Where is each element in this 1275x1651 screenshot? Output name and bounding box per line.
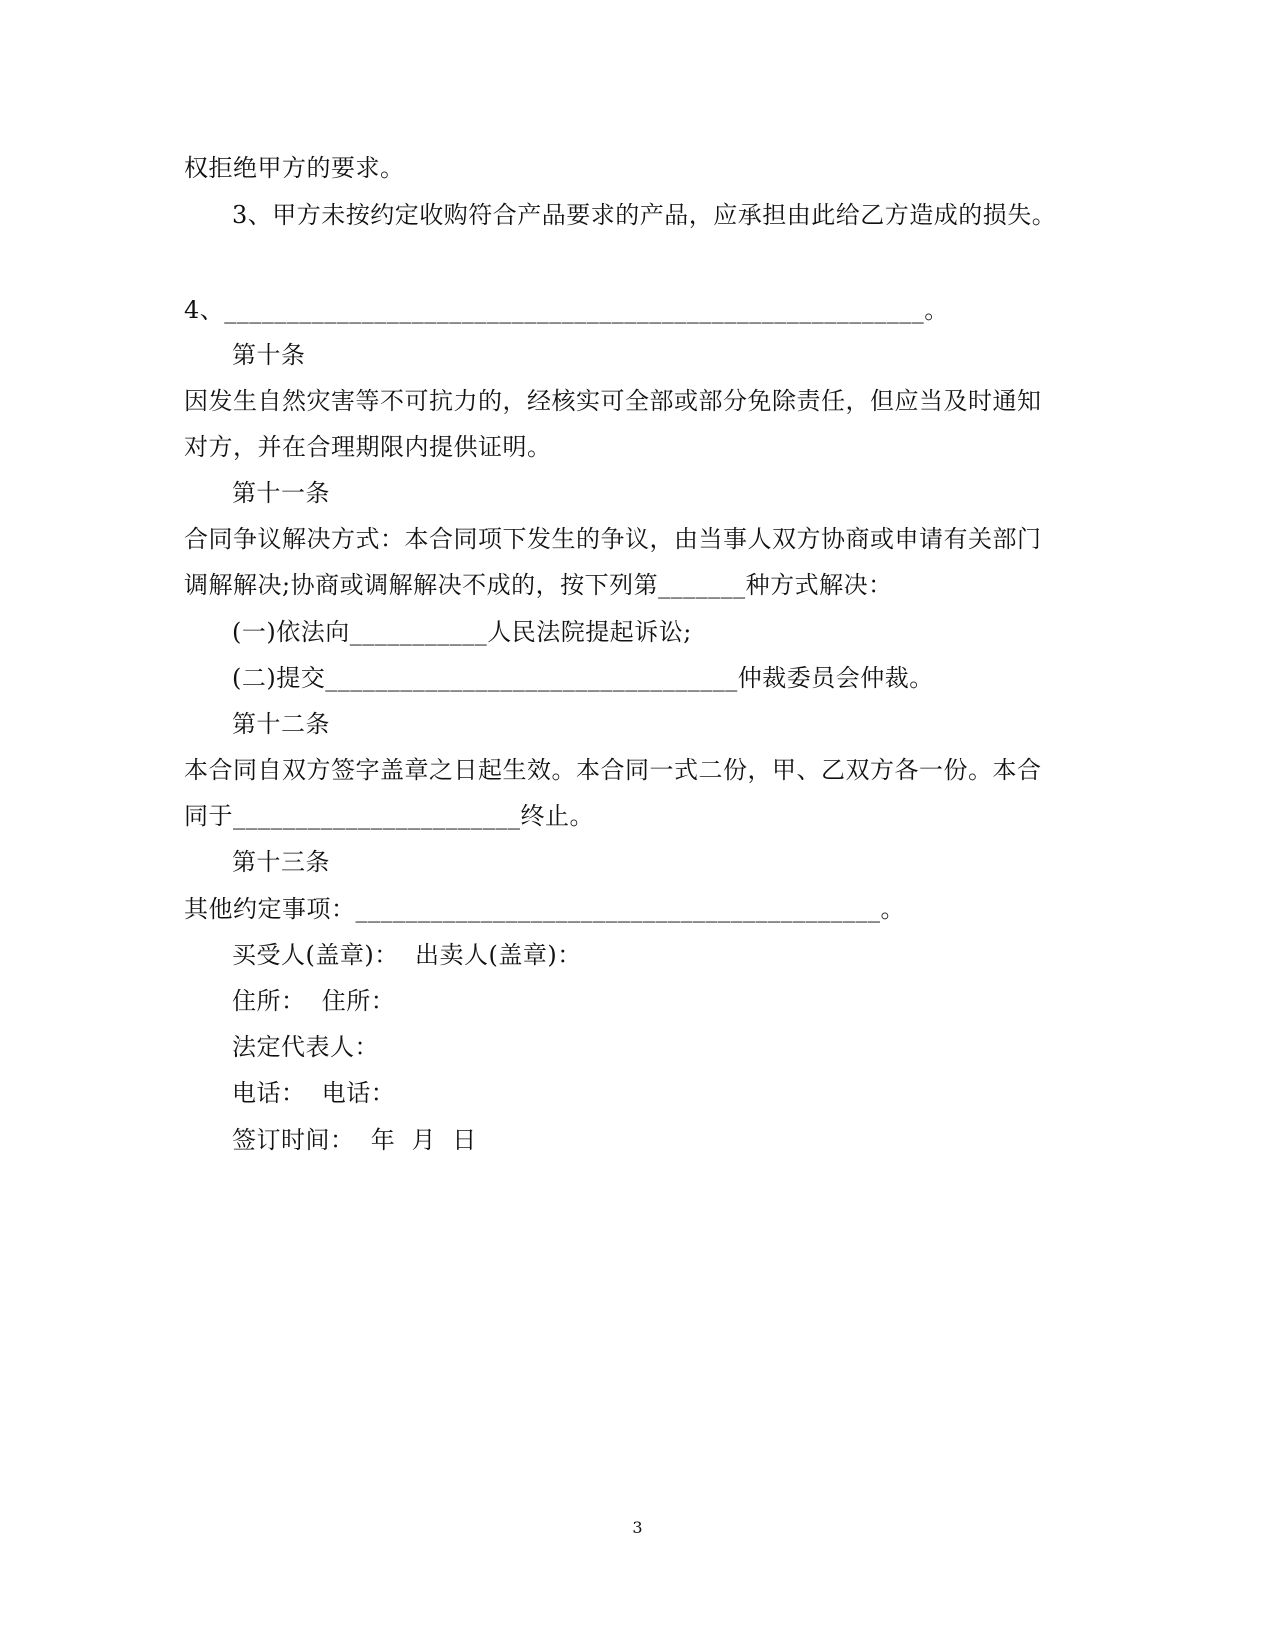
text-line: 对方，并在合理期限内提供证明。	[184, 433, 552, 461]
text-line: (二)提交_________________________________仲裁委员会仲裁。	[232, 664, 934, 692]
text-line: 调解解决;协商或调解解决不成的，按下列第_______种方式解决：	[184, 571, 893, 599]
signature-line: 住所： 住所：	[232, 987, 396, 1015]
signature-line: 法定代表人：	[232, 1033, 379, 1061]
section-heading: 第十一条	[232, 479, 330, 507]
text-line: 权拒绝甲方的要求。	[184, 154, 405, 182]
text-line: 4、________________________________________________________。	[184, 296, 949, 324]
text-line: 合同争议解决方式：本合同项下发生的争议，由当事人双方协商或申请有关部门	[184, 525, 1042, 553]
section-heading: 第十条	[232, 341, 306, 369]
text-line: 其他约定事项：__________________________________________。	[184, 895, 905, 923]
text-line: 因发生自然灾害等不可抗力的，经核实可全部或部分免除责任，但应当及时通知	[184, 387, 1042, 415]
signature-line: 买受人(盖章)： 出卖人(盖章)：	[232, 941, 582, 969]
section-heading: 第十二条	[232, 710, 330, 738]
page-number: 3	[632, 1518, 643, 1537]
text-line: 3、甲方未按约定收购符合产品要求的产品，应承担由此给乙方造成的损失。	[232, 201, 1057, 229]
signature-line: 签订时间： 年 月 日	[232, 1126, 477, 1154]
section-heading: 第十三条	[232, 848, 330, 876]
text-line: (一)依法向___________人民法院提起诉讼;	[232, 618, 692, 646]
signature-line: 电话： 电话：	[232, 1079, 396, 1107]
text-line: 同于_______________________终止。	[184, 802, 594, 830]
text-line: 本合同自双方签字盖章之日起生效。本合同一式二份，甲、乙双方各一份。本合	[184, 756, 1042, 784]
